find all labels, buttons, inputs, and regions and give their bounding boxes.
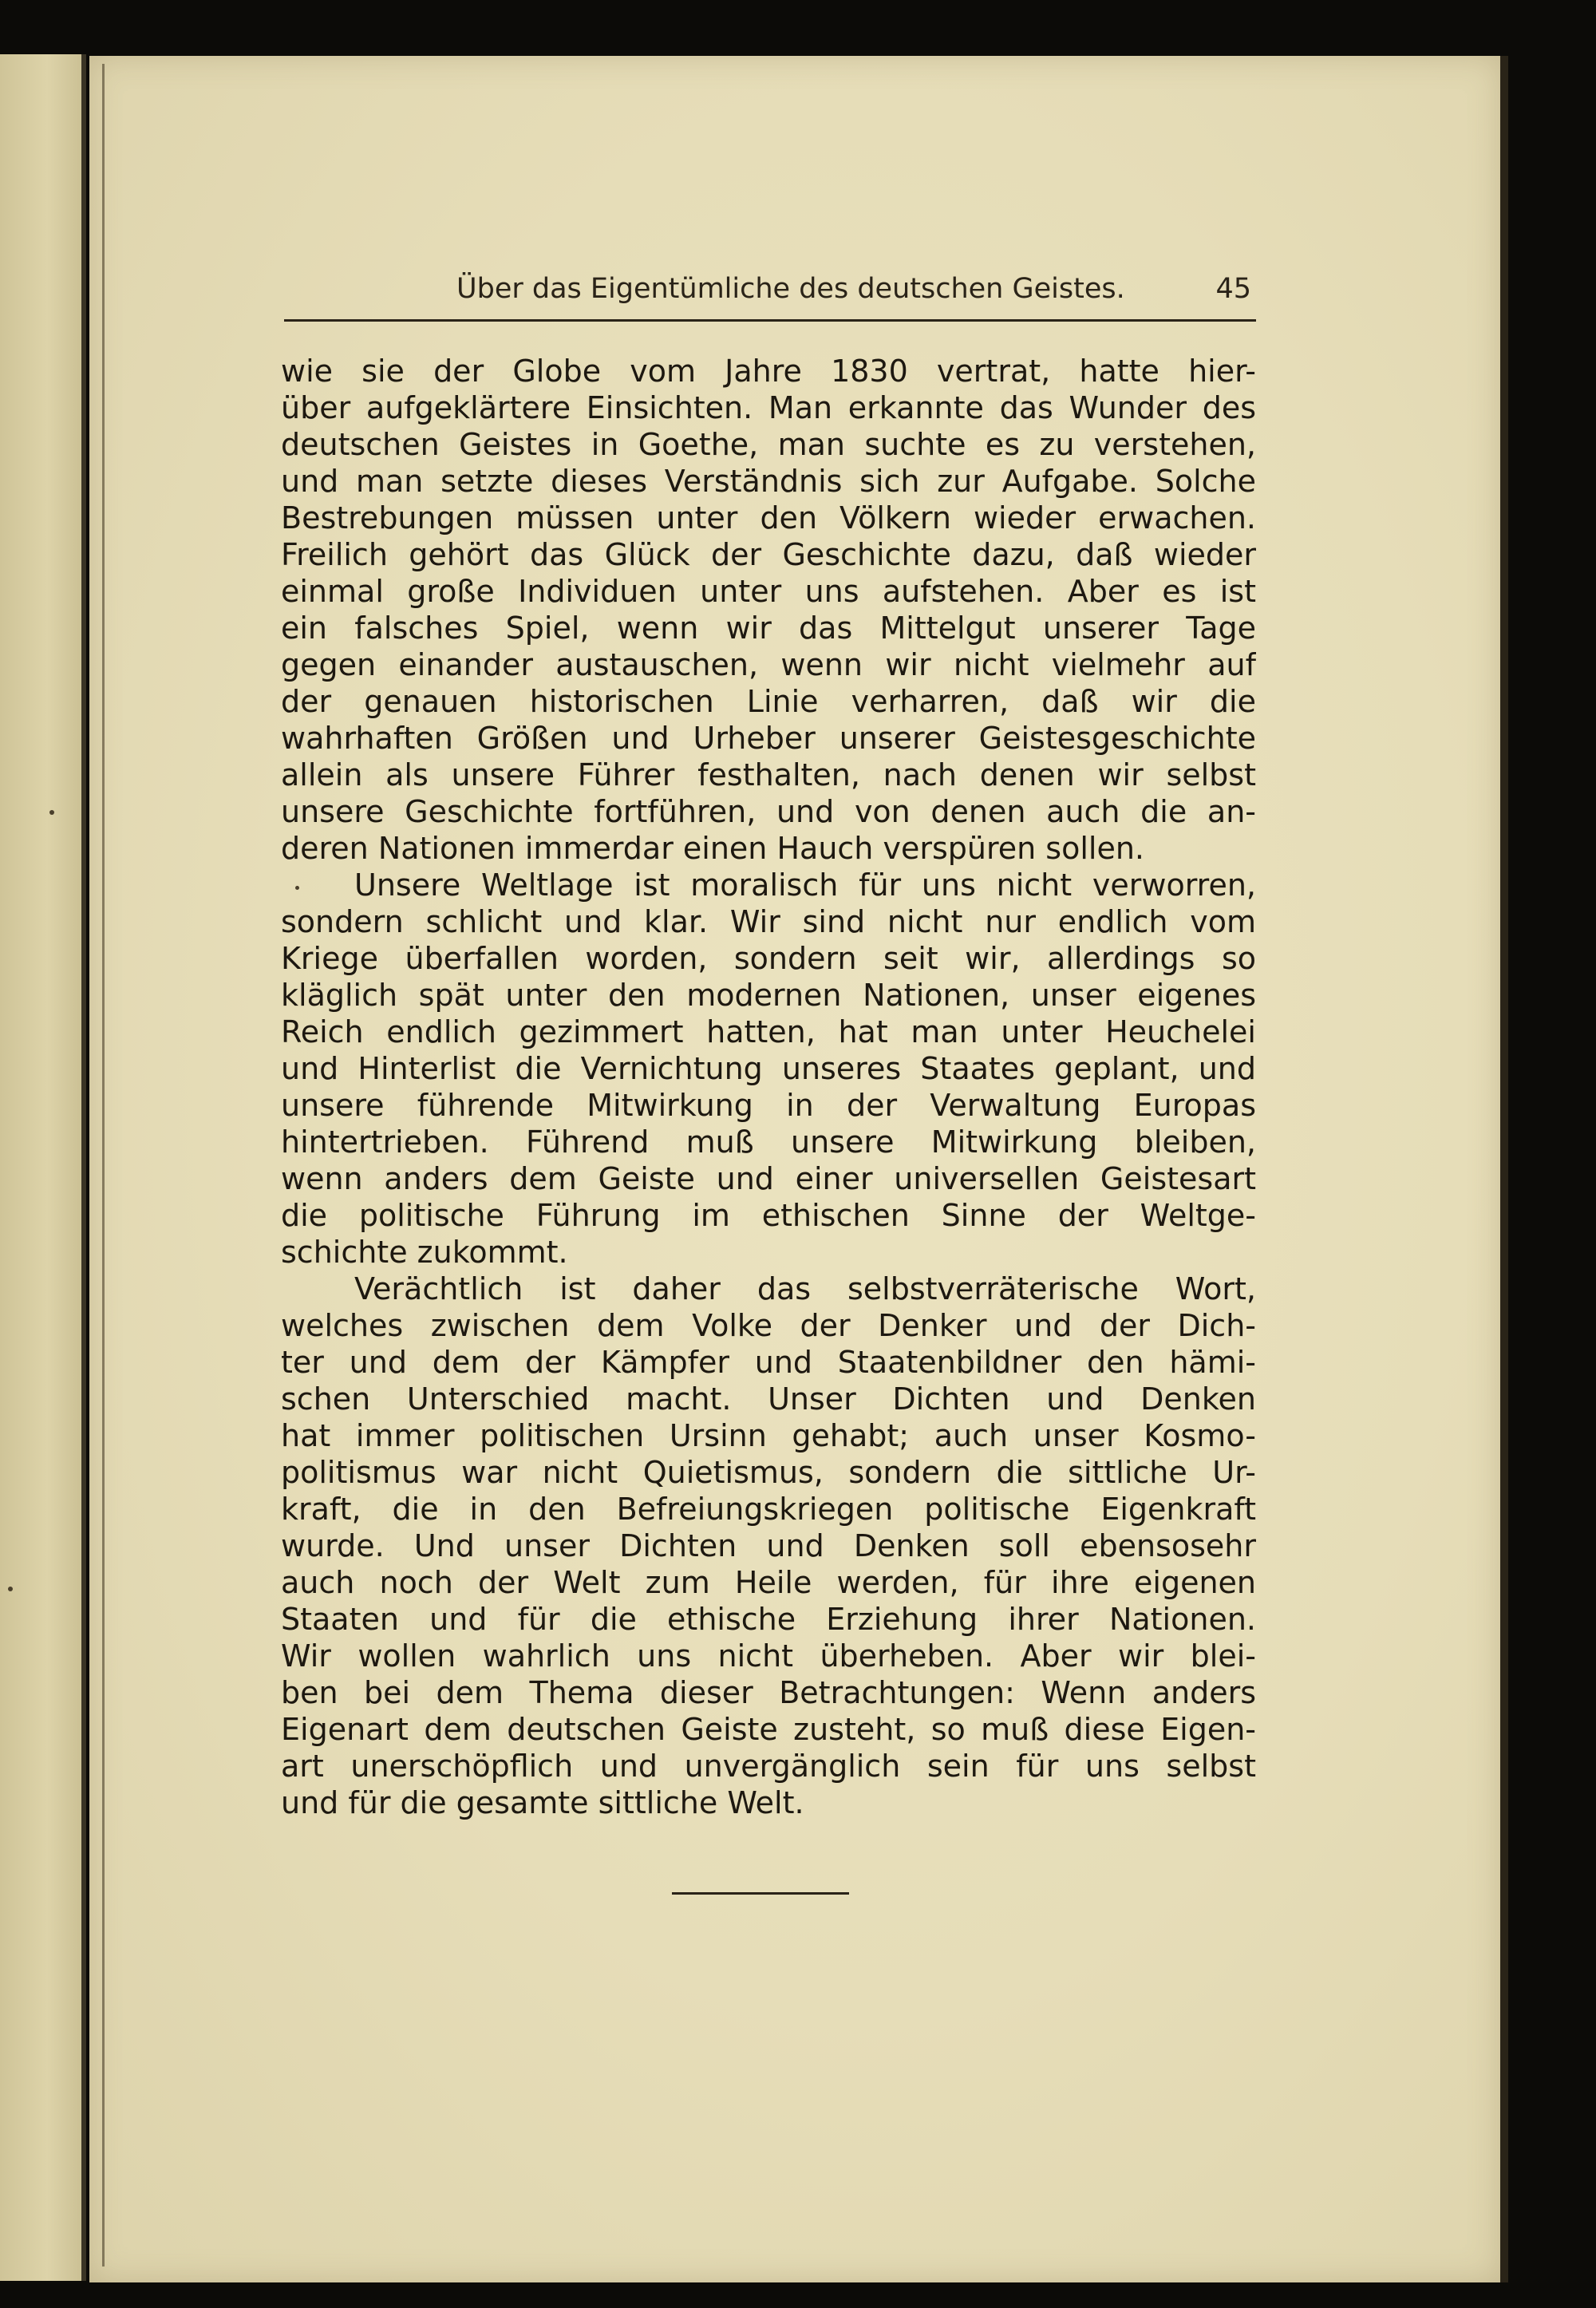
text-line: einmal große Individuen unter uns aufstehen. Aber es ist (281, 574, 1256, 609)
text-line: Kriege überfallen worden, sondern seit wir, allerdings so (281, 941, 1256, 976)
text-line: hintertrieben. Führend muß unsere Mitwirkung bleiben, (281, 1124, 1256, 1160)
text-line: sondern schlicht und klar. Wir sind nicht nur endlich vom (281, 904, 1256, 939)
text-line: die politische Führung im ethischen Sinne der Weltge- (281, 1198, 1256, 1233)
section-end-rule (672, 1892, 849, 1895)
text-line: kläglich spät unter den modernen Nationen, unser eigenes (281, 978, 1256, 1013)
text-line: Freilich gehört das Glück der Geschichte dazu, daß wieder (281, 537, 1256, 572)
text-line: unsere führende Mitwirkung in der Verwaltung Europas (281, 1088, 1256, 1123)
text-line: über aufgeklärtere Einsichten. Man erkannte das Wunder des (281, 390, 1256, 425)
text-line: Bestrebungen müssen unter den Völkern wieder erwachen. (281, 500, 1256, 536)
facing-page-edge (0, 54, 86, 2281)
text-line: wurde. Und unser Dichten und Denken soll ebensosehr (281, 1528, 1256, 1563)
text-line: Staaten und für die ethische Erziehung ihrer Nationen. (281, 1602, 1256, 1637)
text-line: ein falsches Spiel, wenn wir das Mittelgut unserer Tage (281, 611, 1256, 646)
text-line: ter und dem der Kämpfer und Staatenbildner den hämi- (281, 1345, 1256, 1380)
text-line: gegen einander austauschen, wenn wir nicht vielmehr auf (281, 647, 1256, 682)
body-text (281, 353, 1256, 1821)
text-line: ben bei dem Thema dieser Betrachtungen: Wenn anders (281, 1675, 1256, 1710)
text-line: schichte zukommt. (281, 1235, 568, 1270)
text-line: deren Nationen immerdar einen Hauch verspüren sollen. (281, 831, 1144, 866)
text-line: und man setzte dieses Verständnis sich zur Aufgabe. Solche (281, 464, 1256, 499)
text-line: und Hinterlist die Vernichtung unseres Staates geplant, und (281, 1051, 1256, 1086)
page-number: 45 (1215, 273, 1251, 305)
text-line: Eigenart dem deutschen Geiste zusteht, so muß diese Eigen- (281, 1712, 1256, 1747)
text-line: politismus war nicht Quietismus, sondern die sittliche Ur- (281, 1455, 1256, 1490)
text-line: der genauen historischen Linie verharren, daß wir die (281, 684, 1256, 719)
paper-speck (49, 810, 54, 815)
text-line: wahrhaften Größen und Urheber unserer Geistesgeschichte (281, 721, 1256, 756)
page-edge-shadow (1500, 56, 1508, 2282)
text-line: welches zwischen dem Volke der Denker und der Dich- (281, 1308, 1256, 1343)
text-line: allein als unsere Führer festhalten, nach denen wir selbst (281, 757, 1256, 792)
text-line: hat immer politischen Ursinn gehabt; auch unser Kosmo- (281, 1418, 1256, 1453)
running-header (284, 273, 1256, 321)
header-rule (284, 319, 1256, 322)
running-title: Über das Eigentümliche des deutschen Geistes. (456, 273, 1125, 305)
text-line: schen Unterschied macht. Unser Dichten und Denken (281, 1381, 1256, 1417)
text-line: Reich endlich gezimmert hatten, hat man unter Heuchelei (281, 1014, 1256, 1049)
text-line: art unerschöpflich und unvergänglich sein für uns selbst (281, 1749, 1256, 1784)
text-line: wenn anders dem Geiste und einer universellen Geistesart (281, 1161, 1256, 1196)
text-line: kraft, die in den Befreiungskriegen politische Eigenkraft (281, 1492, 1256, 1527)
text-line: Wir wollen wahrlich uns nicht überheben. Aber wir blei- (281, 1638, 1256, 1674)
text-line: Verächtlich ist daher das selbstverräterische Wort, (354, 1271, 1256, 1306)
paper-speck (8, 1587, 13, 1591)
text-line: auch noch der Welt zum Heile werden, für ihre eigenen (281, 1565, 1256, 1600)
text-line: deutschen Geistes in Goethe, man suchte es zu verstehen, (281, 427, 1256, 462)
text-line: Unsere Weltlage ist moralisch für uns nicht verworren, (354, 867, 1256, 903)
text-line: und für die gesamte sittliche Welt. (281, 1785, 804, 1820)
text-line: wie sie der Globe vom Jahre 1830 vertrat, hatte hier- (281, 354, 1256, 389)
text-line: unsere Geschichte fortführen, und von denen auch die an- (281, 794, 1256, 829)
